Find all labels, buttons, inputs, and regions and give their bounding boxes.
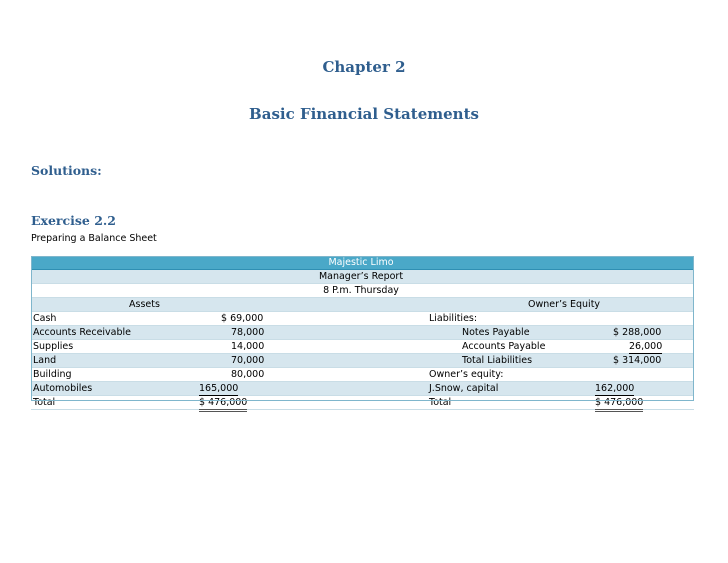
table-row [31,354,694,368]
total-liabilities-label: Total Liabilities [462,355,533,366]
capital-value: 162,000 [595,383,635,394]
table-row [31,312,694,326]
table-row [31,382,694,396]
table-row [31,340,694,354]
equity-header: Owner’s Equity [528,299,601,310]
exercise-heading: Exercise 2.2 [31,213,116,228]
asset-label: Supplies [33,341,74,352]
equity-total-value: $ 476,000 [595,396,643,412]
asset-label: Building [33,369,72,380]
capital-label: J.Snow, capital [429,383,499,394]
solutions-heading: Solutions: [31,163,102,178]
table-row [31,284,694,298]
exercise-subtitle: Preparing a Balance Sheet [31,233,157,244]
asset-label: Land [33,355,57,366]
notes-payable-value: $ 288,000 [613,327,662,338]
report-name: Manager’s Report [318,271,404,282]
accounts-payable-value: 26,000 [629,341,663,352]
chapter-title: Chapter 2 [322,58,406,76]
page-title: Basic Financial Statements [249,105,479,123]
asset-value: 14,000 [231,341,265,352]
table-row [31,396,694,410]
report-date: 8 P.m. Thursday [323,285,399,296]
table-row [31,326,694,340]
asset-total-label: Total [33,397,56,408]
table-row [31,298,694,312]
company-name: Majestic Limo [328,257,394,268]
liabilities-label: Liabilities: [429,313,478,324]
assets-header: Assets [129,299,160,310]
asset-value: 70,000 [231,355,265,366]
asset-label: Automobiles [33,383,93,394]
accounts-payable-label: Accounts Payable [462,341,546,352]
equity-total-label: Total [429,397,452,408]
notes-payable-label: Notes Payable [462,327,530,338]
table-row [31,368,694,382]
asset-total-value: $ 476,000 [199,396,247,412]
asset-value: 78,000 [231,327,265,338]
total-liabilities-value: $ 314,000 [613,355,662,366]
table-row [31,270,694,284]
asset-value: 80,000 [231,369,265,380]
balance-sheet-table [31,256,694,410]
asset-value: $ 69,000 [221,313,264,324]
table-row [31,256,694,270]
asset-value: 165,000 [199,383,239,394]
owners-equity-label: Owner’s equity: [429,369,504,380]
asset-label: Accounts Receivable [33,327,132,338]
asset-label: Cash [33,313,57,324]
